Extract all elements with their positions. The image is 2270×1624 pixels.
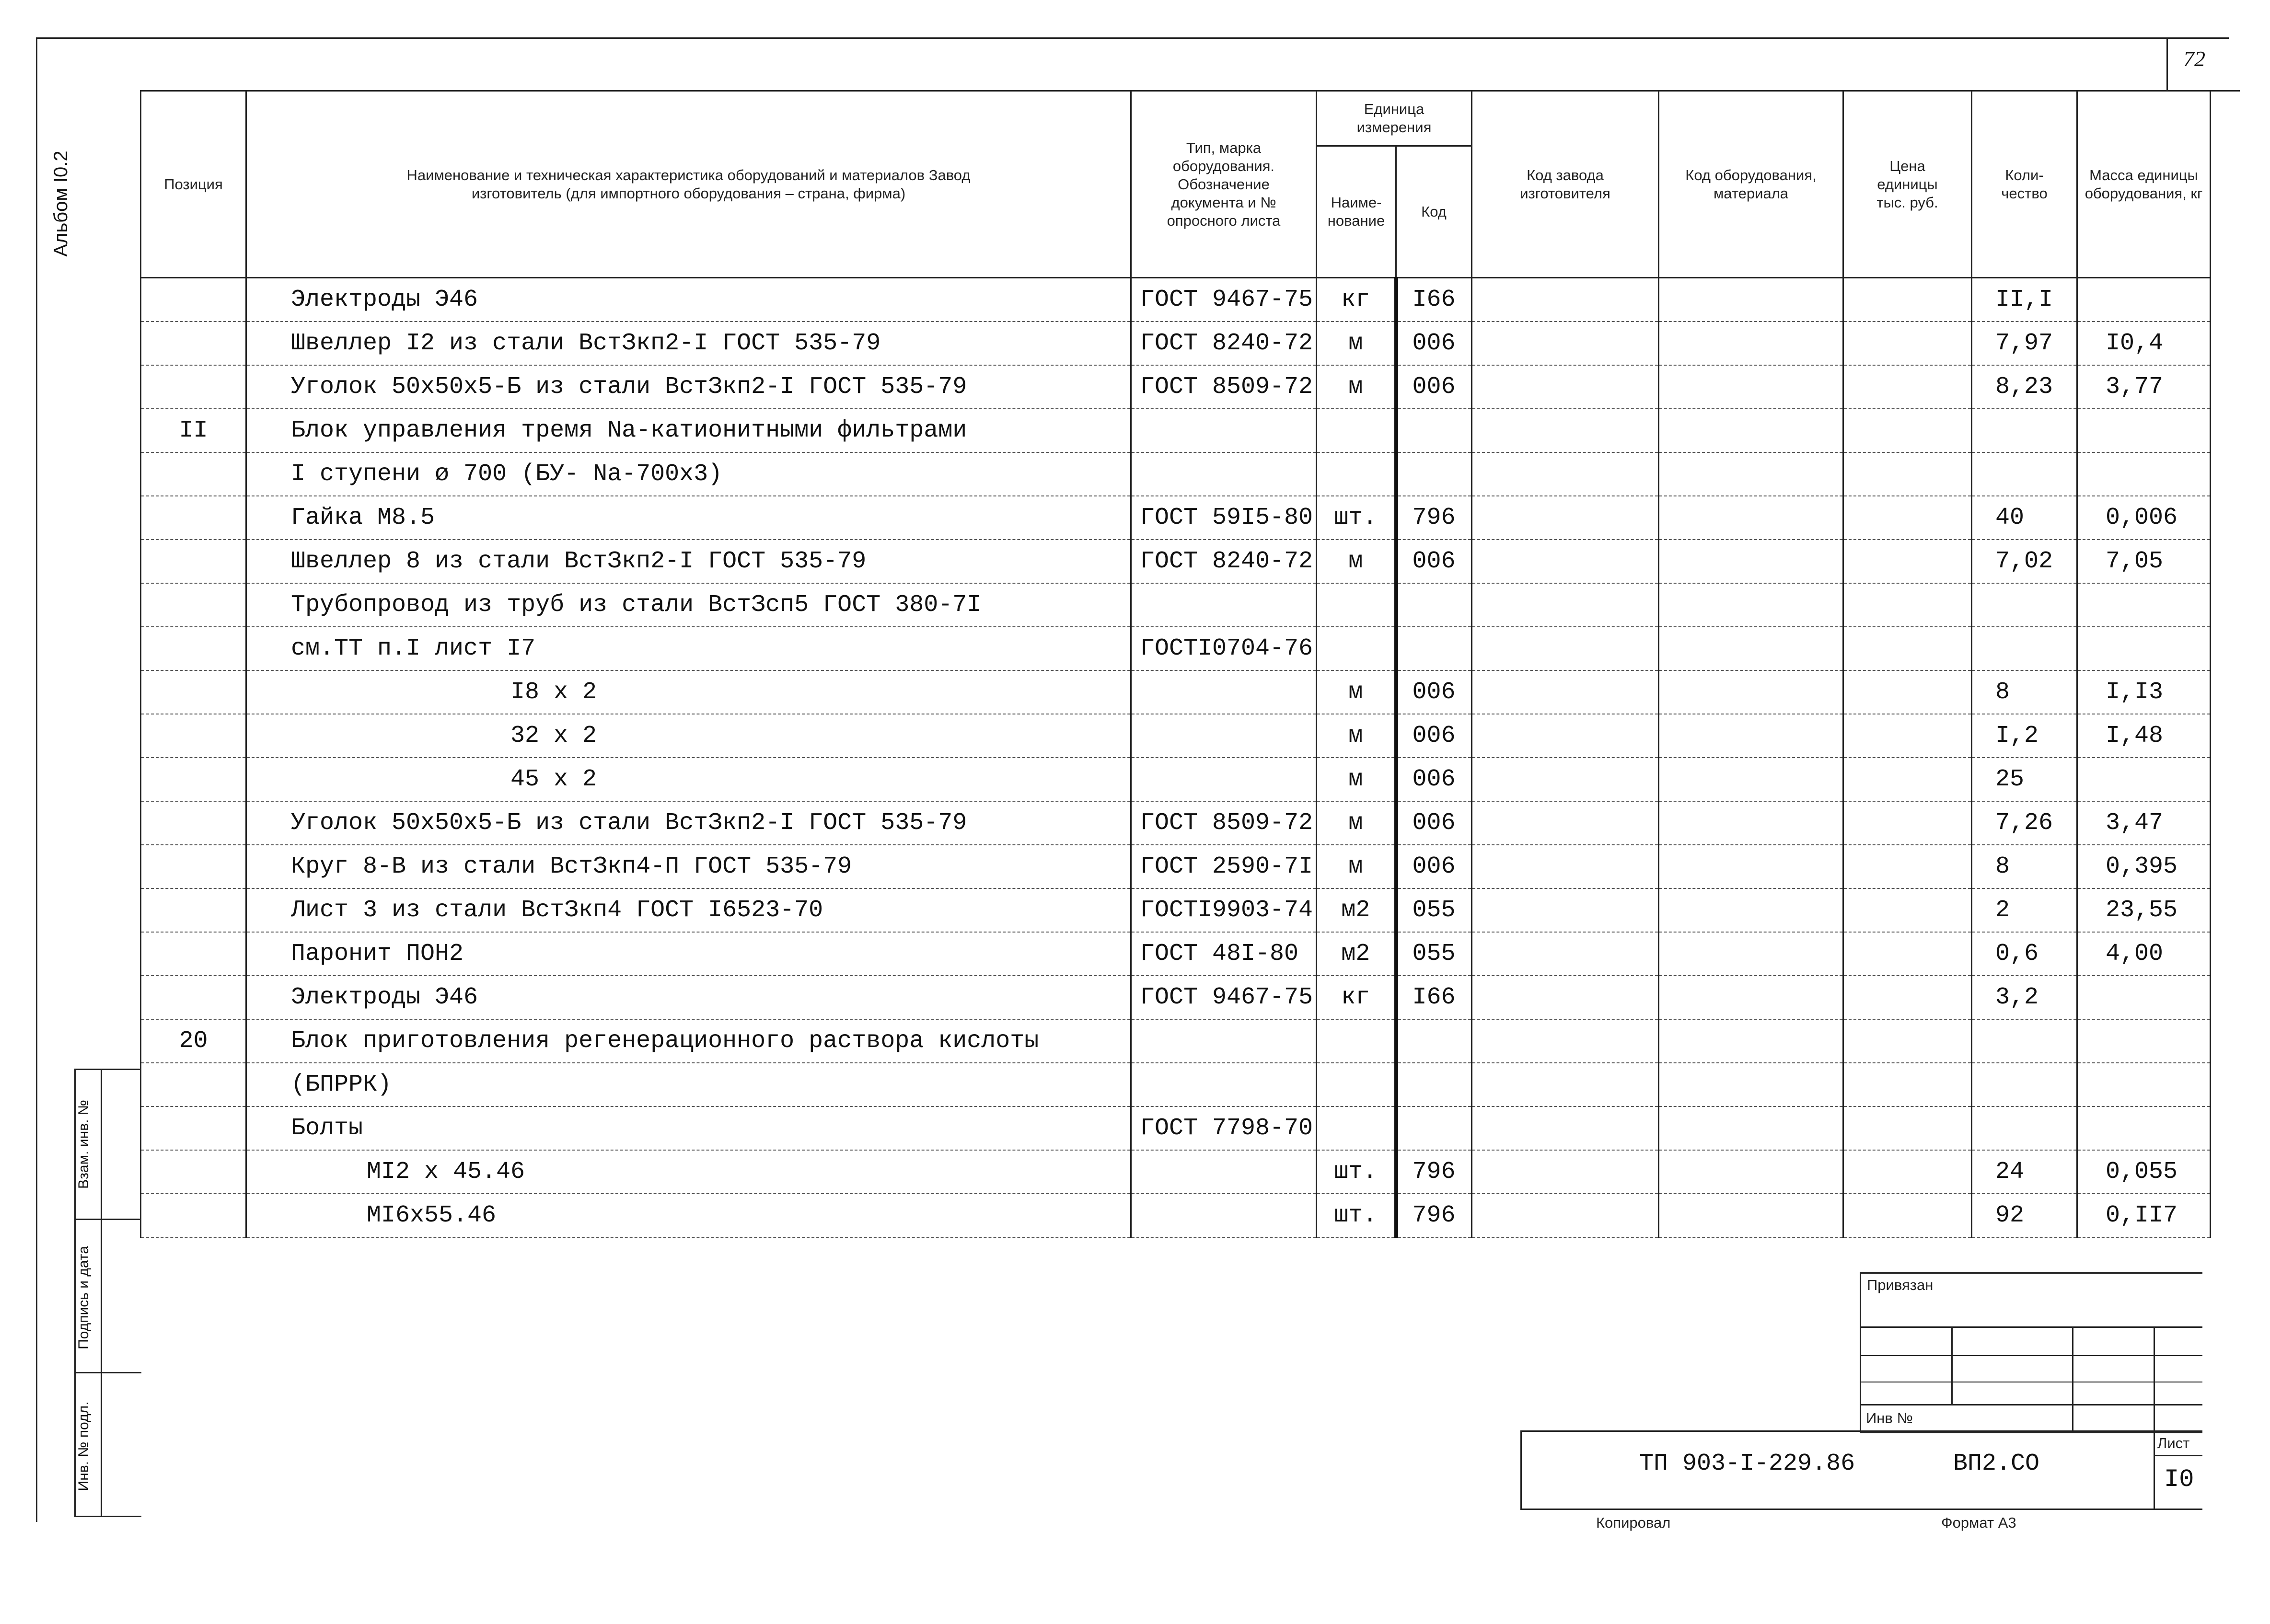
cell-code: I66 <box>1396 976 1472 1019</box>
cell-code: 055 <box>1396 888 1472 932</box>
cell-equip <box>1659 496 1843 540</box>
cell-unit: м2 <box>1317 932 1396 976</box>
cell-plant <box>1472 409 1659 452</box>
cell-type <box>1131 409 1317 452</box>
stamp-bound-label: Привязан <box>1867 1277 1934 1293</box>
cell-equip <box>1659 540 1843 583</box>
cell-pos <box>141 627 246 670</box>
cell-code: 006 <box>1396 714 1472 758</box>
cell-plant <box>1472 1106 1659 1150</box>
cell-mass <box>2077 627 2211 670</box>
cell-pos <box>141 888 246 932</box>
cell-pos <box>141 452 246 496</box>
table-row <box>141 1194 2211 1237</box>
cell-price <box>1843 496 1972 540</box>
cell-type <box>1131 1063 1317 1106</box>
cell-mass: 0,395 <box>2077 845 2211 888</box>
specification-table <box>140 90 2211 1238</box>
cell-name: Паронит ПОН2 <box>246 932 1131 976</box>
cell-equip <box>1659 670 1843 714</box>
cell-type <box>1131 583 1317 627</box>
side-field-signature: Подпись и дата <box>76 1246 92 1349</box>
cell-mass <box>2077 409 2211 452</box>
cell-mass <box>2077 452 2211 496</box>
cell-unit: м <box>1317 540 1396 583</box>
cell-type: ГОСТ 48I-80 <box>1131 932 1317 976</box>
cell-mass: 23,55 <box>2077 888 2211 932</box>
cell-name: Швеллер I2 из стали ВстЗкп2-I ГОСТ 535-79 <box>246 322 1131 365</box>
cell-pos: II <box>141 409 246 452</box>
cell-pos <box>141 583 246 627</box>
cell-plant <box>1472 365 1659 409</box>
side-field-inventory: Инв. № подл. <box>76 1401 92 1491</box>
cell-mass: 0,II7 <box>2077 1194 2211 1237</box>
cell-name: Круг 8-В из стали ВстЗкп4-П ГОСТ 535-79 <box>246 845 1131 888</box>
cell-name: Трубопровод из труб из стали ВстЗсп5 ГОСТ 380-7I <box>246 583 1131 627</box>
cell-mass: I,48 <box>2077 714 2211 758</box>
table-row <box>141 452 2211 496</box>
cell-name: 45 х 2 <box>246 758 1131 801</box>
cell-equip <box>1659 278 1843 322</box>
col-plant-code: Код завода изготовителя <box>1472 91 1659 278</box>
table-row <box>141 845 2211 888</box>
cell-price <box>1843 452 1972 496</box>
table-row <box>141 1106 2211 1150</box>
cell-equip <box>1659 409 1843 452</box>
cell-plant <box>1472 278 1659 322</box>
cell-plant <box>1472 1194 1659 1237</box>
cell-code <box>1396 583 1472 627</box>
cell-plant <box>1472 976 1659 1019</box>
cell-mass <box>2077 976 2211 1019</box>
cell-mass: 3,77 <box>2077 365 2211 409</box>
cell-unit: м2 <box>1317 888 1396 932</box>
col-unit-group: Единица измерения <box>1317 91 1472 146</box>
cell-equip <box>1659 322 1843 365</box>
cell-name: Уголок 50х50х5-Б из стали ВстЗкп2-I ГОСТ 535-79 <box>246 365 1131 409</box>
cell-code <box>1396 1063 1472 1106</box>
table-row <box>141 670 2211 714</box>
footer-copied: Копировал <box>1596 1514 1671 1531</box>
cell-price <box>1843 540 1972 583</box>
table-row <box>141 1063 2211 1106</box>
cell-price <box>1843 627 1972 670</box>
cell-mass: 3,47 <box>2077 801 2211 845</box>
cell-code: 006 <box>1396 845 1472 888</box>
cell-price <box>1843 976 1972 1019</box>
cell-qty: 8 <box>1972 845 2077 888</box>
cell-pos <box>141 1106 246 1150</box>
cell-mass <box>2077 758 2211 801</box>
cell-type <box>1131 758 1317 801</box>
cell-pos <box>141 932 246 976</box>
table-row <box>141 976 2211 1019</box>
cell-equip <box>1659 1194 1843 1237</box>
cell-code: 055 <box>1396 932 1472 976</box>
cell-qty <box>1972 1063 2077 1106</box>
cell-code: 006 <box>1396 758 1472 801</box>
cell-equip <box>1659 1063 1843 1106</box>
cell-unit <box>1317 409 1396 452</box>
table-row <box>141 322 2211 365</box>
cell-unit: м <box>1317 365 1396 409</box>
cell-equip <box>1659 801 1843 845</box>
table-row <box>141 714 2211 758</box>
cell-price <box>1843 1194 1972 1237</box>
cell-price <box>1843 845 1972 888</box>
cell-pos <box>141 758 246 801</box>
cell-qty: 7,26 <box>1972 801 2077 845</box>
cell-unit: м <box>1317 670 1396 714</box>
col-position: Позиция <box>141 91 246 278</box>
cell-equip <box>1659 888 1843 932</box>
cell-qty <box>1972 583 2077 627</box>
table-row <box>141 932 2211 976</box>
cell-price <box>1843 1063 1972 1106</box>
table-row <box>141 496 2211 540</box>
cell-type <box>1131 1019 1317 1063</box>
table-row <box>141 1019 2211 1063</box>
cell-price <box>1843 888 1972 932</box>
cell-code <box>1396 452 1472 496</box>
cell-unit: шт. <box>1317 1150 1396 1194</box>
table-row <box>141 801 2211 845</box>
cell-type: ГОСТ 8509-72 <box>1131 365 1317 409</box>
cell-qty: 0,6 <box>1972 932 2077 976</box>
cell-mass <box>2077 1063 2211 1106</box>
cell-pos <box>141 278 246 322</box>
table-row <box>141 409 2211 452</box>
cell-name: Лист 3 из стали ВстЗкп4 ГОСТ I6523-70 <box>246 888 1131 932</box>
cell-price <box>1843 1106 1972 1150</box>
cell-plant <box>1472 1150 1659 1194</box>
cell-code: 006 <box>1396 801 1472 845</box>
cell-mass: 0,006 <box>2077 496 2211 540</box>
cell-name: см.ТТ п.I лист I7 <box>246 627 1131 670</box>
cell-qty <box>1972 1106 2077 1150</box>
cell-type: ГОСТ 8240-72 <box>1131 540 1317 583</box>
cell-plant <box>1472 845 1659 888</box>
cell-qty: 8 <box>1972 670 2077 714</box>
cell-qty <box>1972 452 2077 496</box>
cell-qty: 7,02 <box>1972 540 2077 583</box>
cell-type: ГОСТI0704-76 <box>1131 627 1317 670</box>
cell-type <box>1131 670 1317 714</box>
cell-unit: кг <box>1317 278 1396 322</box>
cell-name: I ступени ø 700 (БУ- Na-700х3) <box>246 452 1131 496</box>
cell-mass <box>2077 278 2211 322</box>
side-fields-strip <box>74 1069 141 1517</box>
cell-plant <box>1472 801 1659 845</box>
col-equip-code: Код оборудования, материала <box>1659 91 1843 278</box>
cell-equip <box>1659 976 1843 1019</box>
cell-name: Электроды Э46 <box>246 976 1131 1019</box>
table-row <box>141 1150 2211 1194</box>
cell-type: ГОСТI9903-74 <box>1131 888 1317 932</box>
cell-unit: м <box>1317 714 1396 758</box>
cell-pos <box>141 976 246 1019</box>
cell-mass: I,I3 <box>2077 670 2211 714</box>
cell-price <box>1843 758 1972 801</box>
cell-plant <box>1472 322 1659 365</box>
cell-name: Уголок 50х50х5-Б из стали ВстЗкп2-I ГОСТ 535-79 <box>246 801 1131 845</box>
cell-qty: 7,97 <box>1972 322 2077 365</box>
cell-code: 796 <box>1396 496 1472 540</box>
cell-plant <box>1472 932 1659 976</box>
cell-plant <box>1472 758 1659 801</box>
cell-price <box>1843 670 1972 714</box>
page-number-corner: 72 <box>2183 46 2205 71</box>
cell-code <box>1396 1019 1472 1063</box>
cell-plant <box>1472 540 1659 583</box>
cell-type <box>1131 452 1317 496</box>
cell-plant <box>1472 583 1659 627</box>
cell-type: ГОСТ 9467-75 <box>1131 278 1317 322</box>
cell-equip <box>1659 845 1843 888</box>
cell-pos <box>141 540 246 583</box>
stamp-doc-code: ВП2.СО <box>1953 1450 2040 1477</box>
cell-price <box>1843 583 1972 627</box>
cell-name: Болты <box>246 1106 1131 1150</box>
cell-mass: 4,00 <box>2077 932 2211 976</box>
cell-equip <box>1659 452 1843 496</box>
cell-unit <box>1317 1106 1396 1150</box>
cell-equip <box>1659 1106 1843 1150</box>
cell-qty: 25 <box>1972 758 2077 801</box>
stamp-bound-block <box>1860 1272 2202 1433</box>
cell-equip <box>1659 365 1843 409</box>
cell-code: I66 <box>1396 278 1472 322</box>
cell-name: МI6х55.46 <box>246 1194 1131 1237</box>
cell-unit <box>1317 1019 1396 1063</box>
cell-unit: м <box>1317 322 1396 365</box>
cell-unit: м <box>1317 758 1396 801</box>
cell-name: Гайка М8.5 <box>246 496 1131 540</box>
cell-price <box>1843 932 1972 976</box>
stamp-sheet-number: I0 <box>2164 1465 2194 1494</box>
cell-pos <box>141 365 246 409</box>
cell-qty: II,I <box>1972 278 2077 322</box>
cell-code: 006 <box>1396 670 1472 714</box>
table-row <box>141 627 2211 670</box>
cell-qty: 3,2 <box>1972 976 2077 1019</box>
cell-mass: 0,055 <box>2077 1150 2211 1194</box>
cell-type: ГОСТ 8240-72 <box>1131 322 1317 365</box>
cell-pos <box>141 714 246 758</box>
cell-type <box>1131 1194 1317 1237</box>
cell-code <box>1396 1106 1472 1150</box>
cell-qty <box>1972 627 2077 670</box>
col-qty: Коли-чество <box>1972 91 2077 278</box>
cell-mass <box>2077 1019 2211 1063</box>
cell-unit <box>1317 1063 1396 1106</box>
cell-name: (БПРРК) <box>246 1063 1131 1106</box>
cell-type <box>1131 714 1317 758</box>
table-row <box>141 583 2211 627</box>
col-price: Цена единицы тыс. руб. <box>1843 91 1972 278</box>
stamp-inv-label: Инв № <box>1866 1410 1913 1427</box>
cell-qty <box>1972 409 2077 452</box>
cell-code: 006 <box>1396 540 1472 583</box>
cell-price <box>1843 1150 1972 1194</box>
cell-unit <box>1317 452 1396 496</box>
cell-pos <box>141 801 246 845</box>
cell-unit: шт. <box>1317 496 1396 540</box>
cell-type: ГОСТ 7798-70 <box>1131 1106 1317 1150</box>
stamp-sheet-label: Лист <box>2157 1435 2190 1451</box>
cell-price <box>1843 278 1972 322</box>
cell-equip <box>1659 1019 1843 1063</box>
side-field-replace: Взам. инв. № <box>76 1100 92 1189</box>
col-name: Наименование и техническая характеристика оборудований и материалов Завод изготовитель (для импортного оборудования – страна, фирма) <box>246 91 1131 278</box>
cell-name: Электроды Э46 <box>246 278 1131 322</box>
cell-type: ГОСТ 8509-72 <box>1131 801 1317 845</box>
cell-unit: шт. <box>1317 1194 1396 1237</box>
cell-plant <box>1472 452 1659 496</box>
cell-code: 796 <box>1396 1150 1472 1194</box>
cell-name: I8 х 2 <box>246 670 1131 714</box>
table-row <box>141 365 2211 409</box>
cell-price <box>1843 714 1972 758</box>
cell-name: 32 х 2 <box>246 714 1131 758</box>
cell-qty: I,2 <box>1972 714 2077 758</box>
cell-pos <box>141 496 246 540</box>
cell-pos <box>141 1150 246 1194</box>
col-mass: Масса единицы оборудования, кг <box>2077 91 2211 278</box>
cell-type: ГОСТ 2590-7I <box>1131 845 1317 888</box>
cell-price <box>1843 322 1972 365</box>
cell-mass: 7,05 <box>2077 540 2211 583</box>
cell-qty <box>1972 1019 2077 1063</box>
cell-price <box>1843 365 1972 409</box>
cell-plant <box>1472 670 1659 714</box>
cell-mass <box>2077 1106 2211 1150</box>
album-label: Альбом I0.2 <box>50 150 71 257</box>
cell-qty: 92 <box>1972 1194 2077 1237</box>
cell-unit: кг <box>1317 976 1396 1019</box>
cell-equip <box>1659 627 1843 670</box>
cell-code <box>1396 627 1472 670</box>
table-row <box>141 540 2211 583</box>
cell-type <box>1131 1150 1317 1194</box>
cell-pos <box>141 1194 246 1237</box>
table-row <box>141 758 2211 801</box>
cell-qty: 40 <box>1972 496 2077 540</box>
cell-code: 006 <box>1396 322 1472 365</box>
cell-name: Блок управления тремя Na-катионитными фильтрами <box>246 409 1131 452</box>
cell-unit <box>1317 583 1396 627</box>
cell-equip <box>1659 714 1843 758</box>
cell-name: Блок приготовления регенерационного раствора кислоты <box>246 1019 1131 1063</box>
stamp-project-code: ТП 903-I-229.86 <box>1639 1450 1855 1477</box>
cell-pos <box>141 1063 246 1106</box>
col-unit-name: Наиме-нование <box>1317 146 1396 278</box>
table-row <box>141 278 2211 322</box>
cell-equip <box>1659 758 1843 801</box>
col-type: Тип, марка оборудования. Обозначение документа и № опросного листа <box>1131 91 1317 278</box>
cell-code: 006 <box>1396 365 1472 409</box>
cell-type: ГОСТ 9467-75 <box>1131 976 1317 1019</box>
cell-pos <box>141 845 246 888</box>
cell-code: 796 <box>1396 1194 1472 1237</box>
col-unit-code: Код <box>1396 146 1472 278</box>
table-row <box>141 888 2211 932</box>
cell-qty: 8,23 <box>1972 365 2077 409</box>
cell-plant <box>1472 1063 1659 1106</box>
cell-plant <box>1472 496 1659 540</box>
cell-name: Швеллер 8 из стали ВстЗкп2-I ГОСТ 535-79 <box>246 540 1131 583</box>
cell-equip <box>1659 932 1843 976</box>
cell-pos <box>141 670 246 714</box>
cell-name: МI2 х 45.46 <box>246 1150 1131 1194</box>
cell-equip <box>1659 583 1843 627</box>
cell-plant <box>1472 627 1659 670</box>
cell-plant <box>1472 714 1659 758</box>
cell-mass: I0,4 <box>2077 322 2211 365</box>
cell-qty: 2 <box>1972 888 2077 932</box>
cell-mass <box>2077 583 2211 627</box>
cell-price <box>1843 801 1972 845</box>
cell-equip <box>1659 1150 1843 1194</box>
cell-price <box>1843 409 1972 452</box>
cell-qty: 24 <box>1972 1150 2077 1194</box>
stamp-title-block <box>1520 1430 2202 1510</box>
cell-unit: м <box>1317 845 1396 888</box>
cell-price <box>1843 1019 1972 1063</box>
cell-plant <box>1472 888 1659 932</box>
cell-unit: м <box>1317 801 1396 845</box>
cell-type: ГОСТ 59I5-80 <box>1131 496 1317 540</box>
cell-unit <box>1317 627 1396 670</box>
cell-pos <box>141 322 246 365</box>
cell-pos: 20 <box>141 1019 246 1063</box>
cell-code <box>1396 409 1472 452</box>
footer-format: Формат А3 <box>1941 1514 2016 1531</box>
cell-plant <box>1472 1019 1659 1063</box>
